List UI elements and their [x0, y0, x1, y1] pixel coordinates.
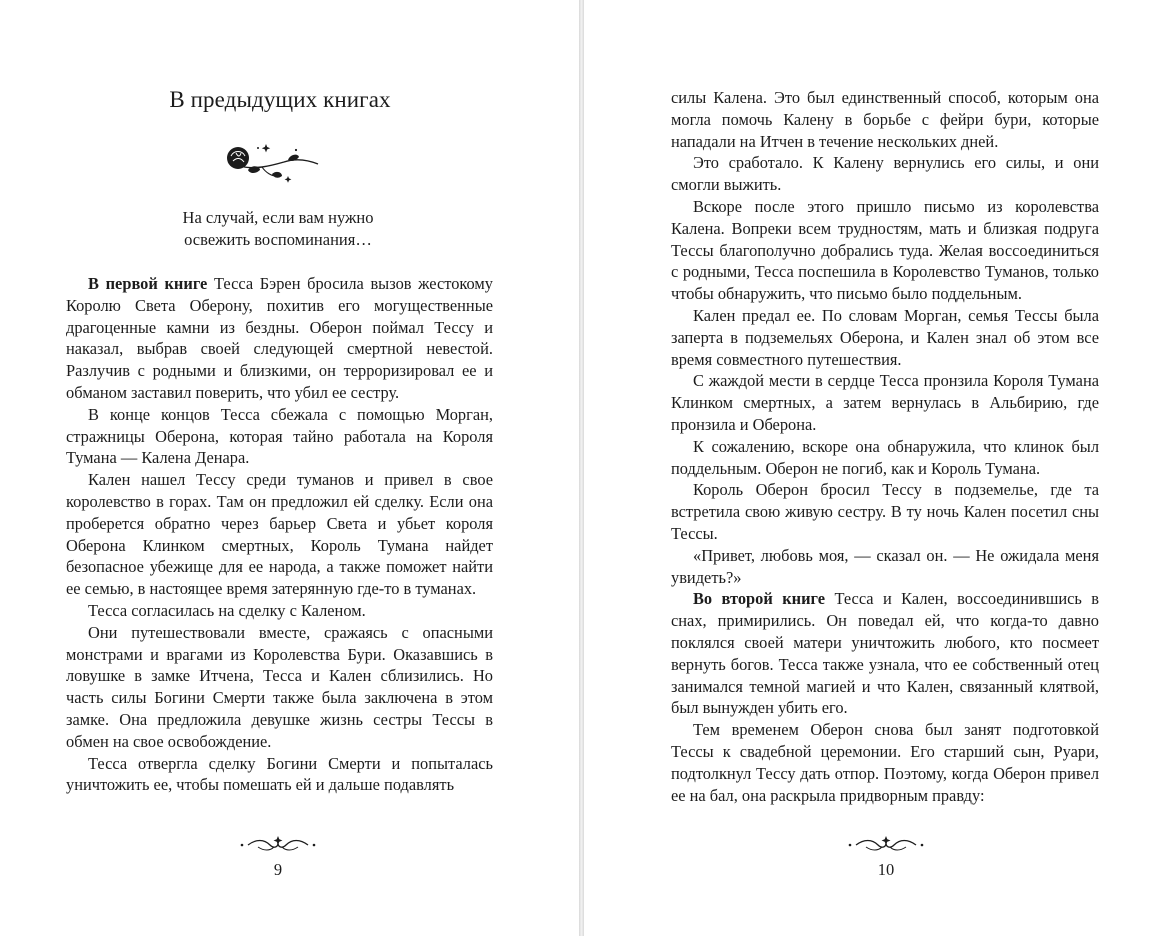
- book-reference-label: В первой книге: [88, 274, 208, 293]
- body-paragraph: [671, 588, 1099, 719]
- body-paragraph: [66, 753, 493, 797]
- intro-line-2: освежить воспоминания…: [184, 230, 372, 249]
- paragraph-text: Вскоре после этого пришло письмо из королевства Калена. Вопреки всем трудностям, мать и близкая подруга Тессы благополучно добрались туда. Желая воссоединиться с родными, Тесса поспешила в Королевство Туманов, только чтобы обнаружить, что письмо было поддельным.: [671, 196, 1099, 304]
- book-reference-label: Во второй книге: [693, 589, 826, 609]
- page-number: 10: [877, 860, 895, 879]
- body-paragraph: [671, 370, 1099, 435]
- body-paragraph: [671, 479, 1099, 544]
- body-paragraph: [66, 273, 493, 404]
- body-paragraph: [671, 305, 1099, 370]
- page-number: 9: [273, 860, 283, 879]
- paragraph-text: Тесса согласилась на сделку с Каленом.: [88, 600, 366, 620]
- paragraph-text: В конце концов Тесса сбежала с помощью Морган, стражницы Оберона, которая тайно работала на Короля Тумана — Калена Денара.: [66, 404, 493, 468]
- body-paragraph: [66, 469, 493, 600]
- body-paragraph: [671, 545, 1099, 589]
- paragraph-text: Тесса отвергла сделку Богини Смерти и попыталась уничтожить ее, чтобы помешать ей и дальше подавлять: [66, 753, 493, 795]
- flourish-ornament-icon: [846, 833, 926, 855]
- paragraph-text: Тесса Бэрен бросила вызов жестокому Королю Света Оберону, похитив его могущественные драгоценные камни из бездны. Оберон поймал Тессу и наказал, выбрав своей следующей смертной невестой. Разлучив с родными и близкими, он терроризировал ее и обманом заставил поверить, что убил ее сестру.: [66, 274, 493, 402]
- body-paragraph: [671, 196, 1099, 305]
- left-body-text: [66, 273, 493, 796]
- paragraph-text: С жаждой мести в сердце Тесса пронзила Короля Тумана Клинком смертных, а затем вернулась в Альбирию, где пронзила и Оберона.: [671, 371, 1099, 434]
- paragraph-text: Они путешествовали вместе, сражаясь с опасными монстрами и врагами из Королевства Бури. Оказавшись в ловушке в замке Итчена, Тесса и Кален сблизились. Но часть силы Богини Смерти также была заключена в этом замке. Она предложила девушке жизнь сестры Тессы в обмен на свое освобождение.: [66, 622, 493, 751]
- body-paragraph: [66, 600, 493, 622]
- intro-line-1: На случай, если вам нужно: [182, 208, 374, 227]
- body-paragraph: [671, 152, 1099, 196]
- paragraph-text: Кален предал ее. По словам Морган, семья Тессы была заперта в подземельях Оберона, и Кален знал об этом все время совместного путешествия.: [671, 305, 1099, 369]
- intro-text: [0, 207, 556, 251]
- left-page: [0, 0, 579, 936]
- right-page: [584, 0, 1163, 936]
- right-body-text: [671, 87, 1099, 806]
- paragraph-text: «Привет, любовь моя, — сказал он. — Не ожидала меня увидеть?»: [671, 545, 1099, 587]
- paragraph-text: Король Оберон бросил Тессу в подземелье, где та встретила свою живую сестру. В ту ночь Кален посетил сны Тессы.: [671, 480, 1099, 543]
- page-title: В предыдущих книгах: [169, 87, 391, 112]
- body-paragraph: [671, 87, 1099, 152]
- body-paragraph: [671, 436, 1099, 480]
- paragraph-text: Это сработало. К Калену вернулись его силы, и они смогли выжить.: [671, 153, 1099, 195]
- body-paragraph: [66, 404, 493, 469]
- body-paragraph: [66, 622, 493, 753]
- paragraph-text: Кален нашел Тессу среди туманов и привел в свое королевство в горах. Там он предложил ей сделку. Если она проберется обратно через барьер Света и убьет короля Оберона Клинком смертных, Король Тумана найдет безопасное убежище для ее народа, а также поможет найти ее семью, в настоящее время затерянную где-то в туманах.: [66, 470, 493, 599]
- body-paragraph: [671, 719, 1099, 806]
- paragraph-text: силы Калена. Это был единственный способ, которым она могла помочь Калену в борьбе с фейри бури, которые нападали на Итчен в течение нескольких дней.: [671, 88, 1099, 151]
- rose-vine-ornament-icon: [218, 140, 322, 184]
- paragraph-text: Тесса и Кален, воссоединившись в снах, примирились. Он поведал ей, что когда-то давно поклялся своей матери уничтожить любого, кто посмеет вернуть богов. Тесса также узнала, что ее собственный отец занимался темной магией и что Кален, связанный клятвой, был вынужден убить его.: [671, 589, 1100, 718]
- flourish-ornament-icon: [238, 833, 318, 855]
- paragraph-text: Тем временем Оберон снова был занят подготовкой Тессы к свадебной церемонии. Его старший сын, Руари, подтолкнул Тессу дать отпор. Поэтому, когда Оберон привел ее на бал, она раскрыла придворным правду:: [671, 720, 1099, 805]
- paragraph-text: К сожалению, вскоре она обнаружила, что клинок был поддельным. Оберон не погиб, как и Король Тумана.: [671, 436, 1099, 478]
